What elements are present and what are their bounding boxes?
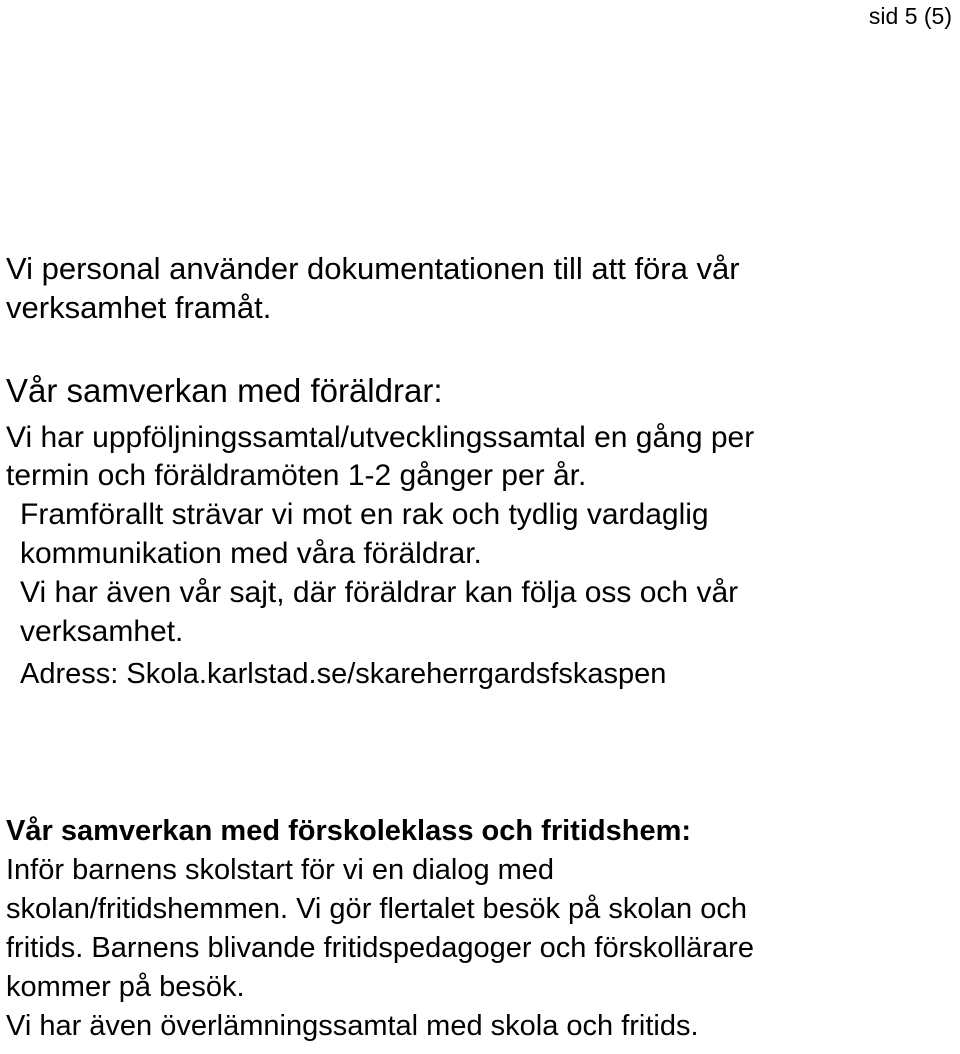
preschool-collaboration-line: kommer på besök. xyxy=(6,971,245,1003)
preschool-collaboration-line: fritids. Barnens blivande fritidspedagoger och förskollärare xyxy=(6,932,754,964)
intro-line: verksamhet framåt. xyxy=(6,290,272,325)
preschool-collaboration-line: Inför barnens skolstart för vi en dialog med xyxy=(6,854,555,886)
parent-collaboration-line: Framförallt strävar vi mot en rak och tydlig vardaglig xyxy=(20,498,709,531)
preschool-collaboration-line: Vi har även överlämningssamtal med skola och fritids. xyxy=(6,1010,699,1042)
parent-collaboration-heading: Vår samverkan med föräldrar: xyxy=(6,372,443,409)
parent-collaboration-line: Vi har uppföljningssamtal/utvecklingssamtal en gång per xyxy=(6,421,755,454)
parent-collaboration-line: Vi har även vår sajt, där föräldrar kan följa oss och vår xyxy=(20,576,739,609)
preschool-collaboration-heading: Vår samverkan med förskoleklass och fritidshem: xyxy=(6,815,692,847)
parent-collaboration-line: verksamhet. xyxy=(20,615,184,648)
school-website-address: Adress: Skola.karlstad.se/skareherrgardsfskaspen xyxy=(20,658,667,690)
parent-collaboration-line: termin och föräldramöten 1-2 gånger per år. xyxy=(6,459,587,492)
page-number: sid 5 (5) xyxy=(868,3,952,29)
intro-line: Vi personal använder dokumentationen till att föra vår xyxy=(6,251,740,286)
parent-collaboration-line: kommunikation med våra föräldrar. xyxy=(20,537,482,570)
preschool-collaboration-line: skolan/fritidshemmen. Vi gör flertalet besök på skolan och xyxy=(6,893,747,925)
